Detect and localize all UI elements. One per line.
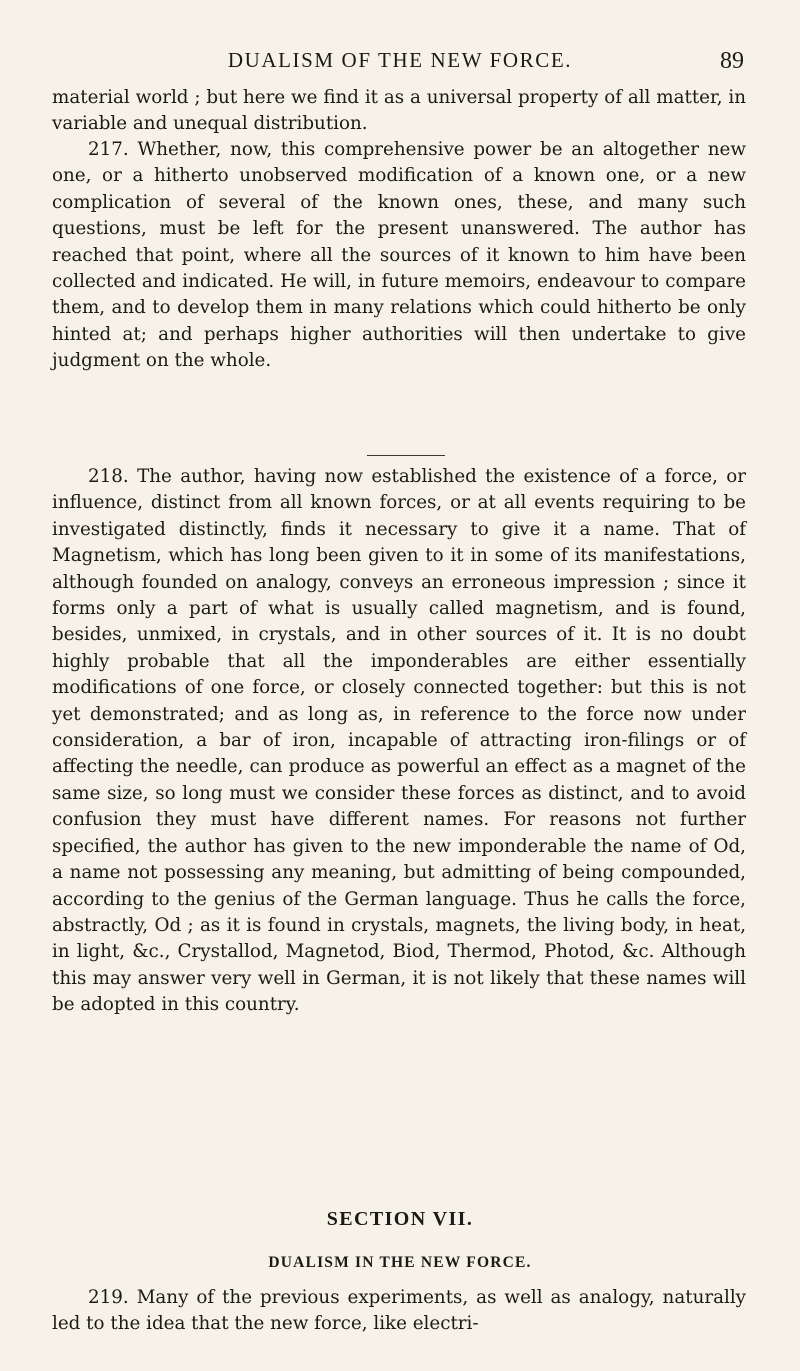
paragraph-218 — [52, 464, 746, 1019]
paragraph-text: The author, having now established the existence of a force, or influence, distinct from all known forces, or at all events requiring to be investigated distinctly, finds it necessary to give it a name. That of Magnetism, which has long been given to it in some of its manifestations, although founded on analogy, conveys an erroneous impression ; since it forms only a part of what is usually called magnetism, and is found, besides, unmixed, in crystals, and in other sources of it. It is no doubt highly probable that all the imponderables are either essentially modifications of one force, or closely connected together: but this is not yet demonstrated; and as long as, in reference to the force now under consideration, a bar of iron, incapable of attracting iron-filings or of affecting the needle, can produce as powerful an effect as a magnet of the same size, so long must we consider these forces as distinct, and to avoid confusion they must have different names. For reasons not further specified, the author has given to the new imponderable the name of Od, a name not possessing any meaning, but admitting of being compounded, according to the genius of the German language. Thus he calls the force, abstractly, Od ; as it is found in crystals, magnets, the living body, in heat, in light, &c., Crystallod, Magnetod, Biod, Thermod, Photod, &c. Although this may answer very well in German, it is not likely that these names will be adopted in this country. — [52, 466, 746, 1016]
paragraph-219 — [52, 1285, 746, 1338]
section-subtitle: DUALISM IN THE NEW FORCE. — [268, 1254, 532, 1271]
section-divider — [367, 455, 445, 456]
paragraph-number: 218. — [88, 466, 129, 487]
paragraph-text: material world ; but here we find it as a universal property of all matter, in variable and unequal distribution. — [52, 87, 746, 135]
section-heading: SECTION VII. — [326, 1208, 474, 1230]
paragraph-continuation — [52, 85, 746, 138]
running-title: DUALISM OF THE NEW FORCE. — [227, 48, 573, 72]
paragraph-number: 217. — [88, 139, 129, 160]
running-header — [0, 48, 800, 78]
paragraph-217 — [52, 137, 746, 375]
paragraph-text: Whether, now, this comprehensive power be an altogether new one, or a hitherto unobserved modification of a known one, or a new complication of several of the known ones, these, and many such questions, must be left for the present unanswered. The author has reached that point, where all the sources of it known to him have been collected and indicated. He will, in future memoirs, endeavour to compare them, and to develop them in many relations which could hitherto be only hinted at; and perhaps higher authorities will then undertake to give judgment on the whole. — [52, 139, 747, 372]
page-number: 89 — [720, 48, 744, 74]
paragraph-text: Many of the previous experiments, as well as analogy, naturally led to the idea that the new force, like electri- — [52, 1287, 747, 1335]
paragraph-number: 219. — [88, 1287, 129, 1308]
